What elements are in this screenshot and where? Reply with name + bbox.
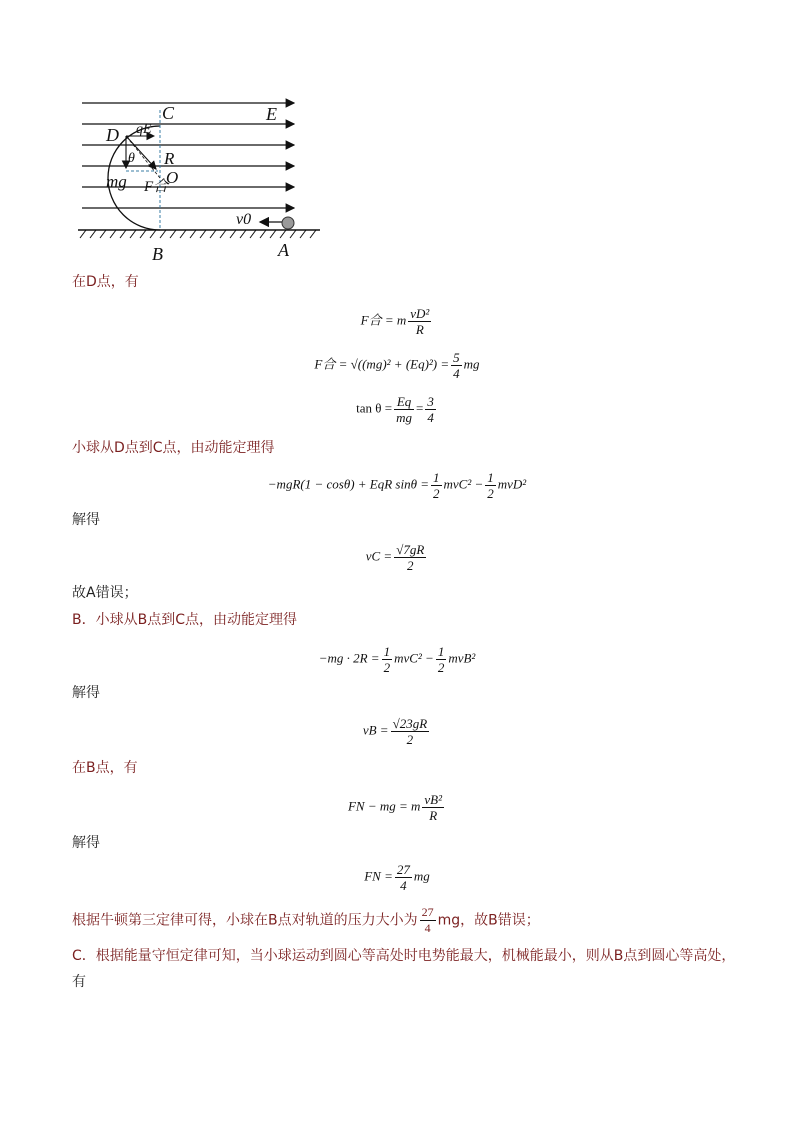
- text-A-wrong: 故A错误；: [72, 585, 138, 601]
- label-mg: mg: [106, 172, 127, 191]
- equation-8: FN − mg = m $\frac{\text{vB²}}{R}$: [347, 792, 443, 823]
- text-at-B: 在B点，有: [72, 760, 138, 776]
- ball: [282, 217, 294, 229]
- equation-7: vB = $\frac{√23gR}{2}$: [362, 716, 428, 747]
- text-D-to-C: 小球从D点到C点，由动能定理得: [72, 440, 275, 456]
- label-theta: θ: [128, 151, 135, 166]
- equation-1: F合 = m $\frac{\text{vD²}}{R}$: [360, 306, 430, 337]
- text-at-D: 在D点，有: [72, 274, 139, 290]
- label-qE: qE: [136, 122, 152, 137]
- label-F-he: F合: [144, 179, 169, 195]
- label-B: B: [152, 244, 163, 264]
- newton3-part-b: mg，故B错误；: [437, 912, 540, 929]
- label-O: O: [166, 168, 179, 187]
- newton3-part-a: 根据牛顿第三定律可得，小球在B点对轨道的压力大小为: [72, 912, 418, 929]
- equation-3: tan θ = $\frac{Eq}{mg}$ = $\frac{3}{4}$: [356, 394, 434, 425]
- text-B-to-C: B．小球从B点到C点，由动能定理得: [72, 612, 297, 628]
- equation-6: −mg · 2R = $\frac{1}{2}$ mvC² − $\frac{1}{2}$ mvB²: [318, 644, 476, 675]
- label-E-field: E: [266, 104, 277, 124]
- text-you: 有: [72, 974, 86, 990]
- label-C: C: [162, 103, 175, 123]
- text-solve-1: 解得: [72, 512, 100, 528]
- label-R: R: [164, 149, 175, 168]
- physics-diagram: [70, 90, 330, 270]
- ground-hatch: [80, 230, 316, 238]
- equation-4: −mgR(1 − cosθ) + EqR sinθ = $\frac{1}{2}$ mvC² − $\frac{1}{2}$ mvD²: [267, 470, 527, 501]
- label-D: D: [106, 125, 119, 145]
- equation-2: F合 = √((mg)² + (Eq)²) = $\frac{5}{4}$ mg: [314, 350, 480, 381]
- equation-5: vC = $\frac{√7gR}{2}$: [365, 542, 425, 573]
- equation-9: FN = $\frac{27}{4}$ mg: [364, 862, 430, 893]
- label-A: A: [278, 240, 289, 260]
- text-solve-2: 解得: [72, 685, 100, 701]
- label-v0: v0: [236, 211, 252, 228]
- text-newton3: 根据牛顿第三定律可得，小球在B点对轨道的压力大小为 $\frac{27}{4}$ mg，故B错误；: [72, 905, 540, 935]
- text-C-option: C．根据能量守恒定律可知，当小球运动到圆心等高处时电势能最大，机械能最小，则从B点到圆心等高处，: [72, 948, 736, 964]
- text-solve-3: 解得: [72, 835, 100, 851]
- field-lines: [82, 103, 294, 208]
